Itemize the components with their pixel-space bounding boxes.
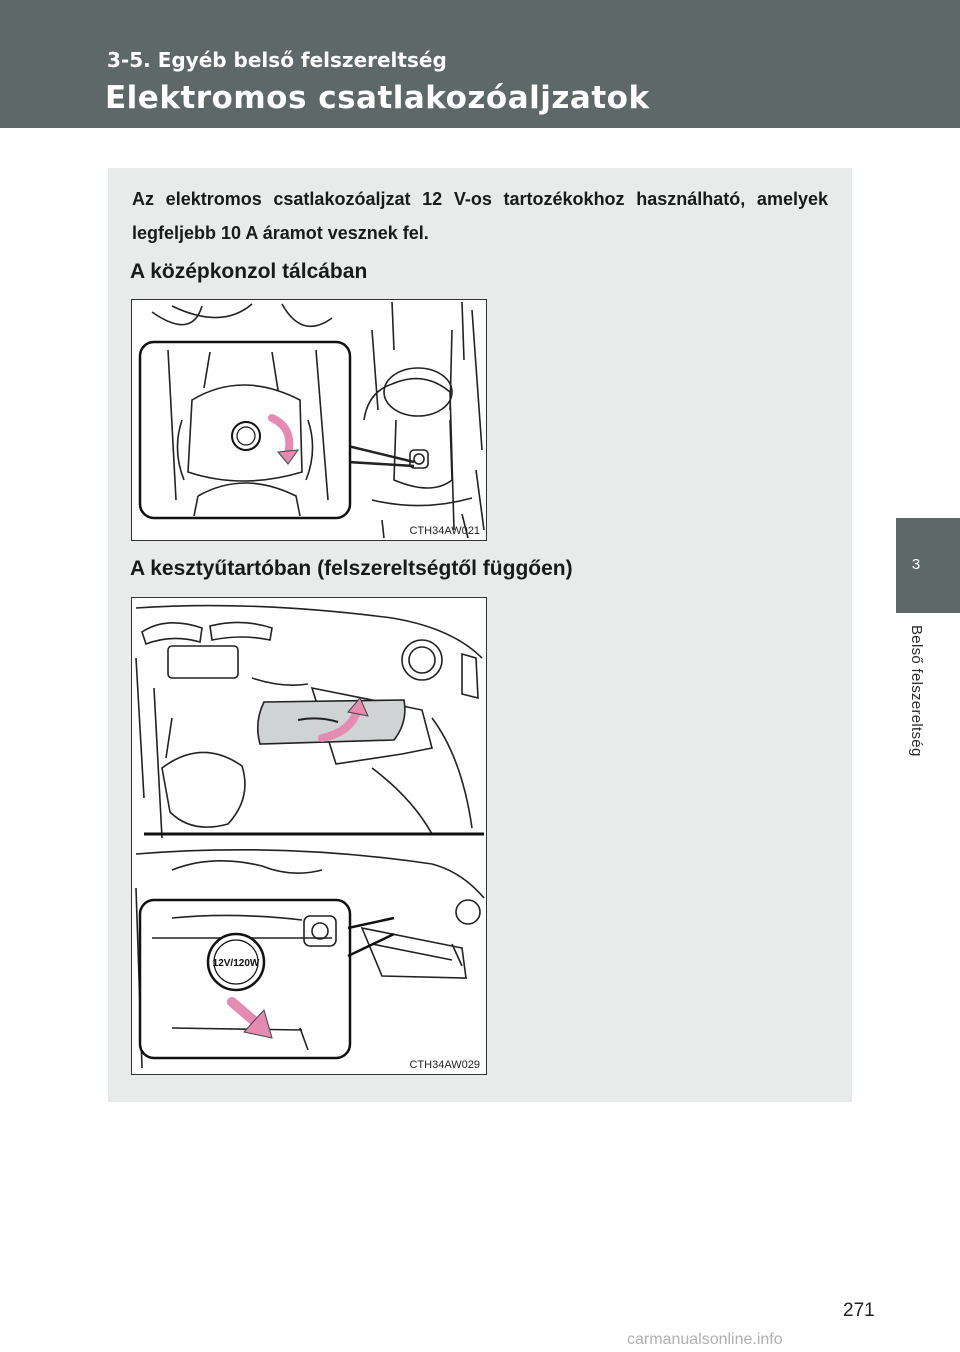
figure-code: CTH34AW021 (409, 525, 480, 537)
center-console-illustration (132, 300, 486, 540)
content-box (108, 168, 852, 1102)
section-label: 3-5. Egyéb belső felszereltség (107, 48, 447, 72)
watermark: carmanualsonline.info (627, 1331, 783, 1348)
figure-center-console (131, 299, 487, 541)
section-heading-glovebox: A kesztyűtartóban (felszereltségtől függően) (130, 557, 573, 580)
chapter-header (0, 0, 960, 128)
figure-code: CTH34AW029 (409, 1059, 480, 1071)
chapter-tab[interactable] (896, 518, 960, 613)
intro-text: Az elektromos csatlakozóaljzat 12 V-os tartozékokhoz használható, amelyek legfeljebb 10 A áramot vesznek fel. (132, 189, 828, 243)
socket-label: 12V/120W (212, 958, 260, 969)
page-title: Elektromos csatlakozóaljzatok (105, 80, 650, 116)
page-number: 271 (843, 1300, 875, 1321)
section-heading-center-console: A középkonzol tálcában (130, 260, 368, 283)
chapter-number: 3 (911, 556, 921, 573)
chapter-name: Belső felszereltség (908, 625, 925, 757)
glovebox-illustration (132, 598, 486, 1074)
figure-glovebox (131, 597, 487, 1075)
